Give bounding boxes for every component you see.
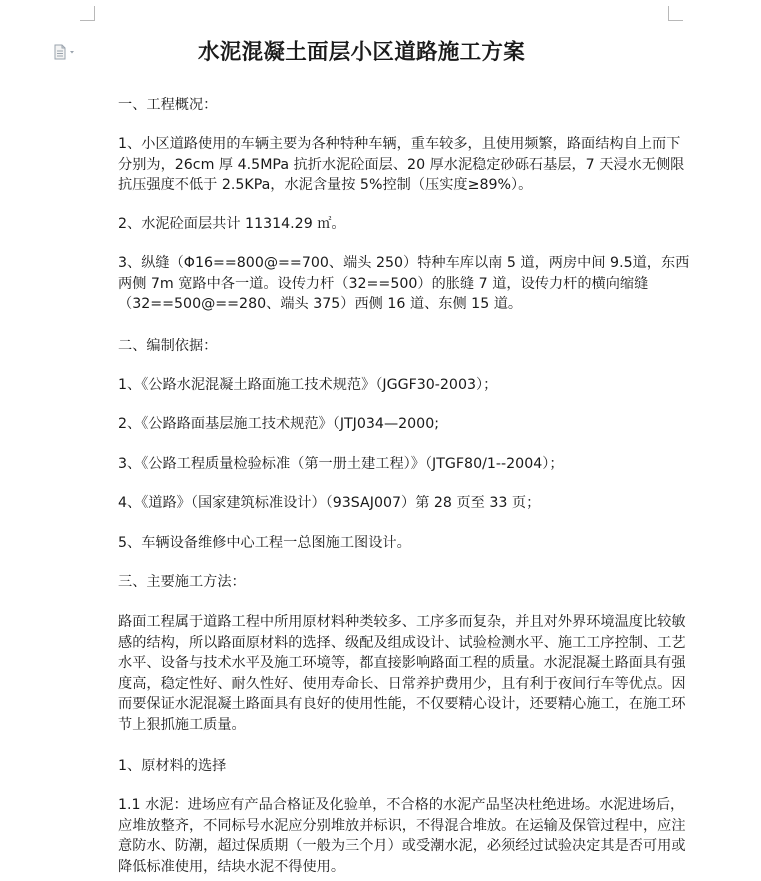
document-menu-button[interactable] bbox=[54, 44, 80, 60]
chevron-down-icon bbox=[70, 51, 74, 54]
basis-item-2: 2、《公路路面基层施工技术规范》（JTJ034—2000; bbox=[118, 416, 440, 432]
document-icon bbox=[54, 44, 80, 60]
basis-item-3: 3、《公路工程质量检验标准（第一册土建工程）》（JTGF80/1--2004）； bbox=[118, 456, 564, 472]
methods-intro-paragraph: 路面工程属于道路工程中所用原材料种类较多、工序多而复杂，并且对外界环境温度比较敏感的结构，所以路面原材料的选择、级配及组成设计、试验检测水平、施工工序控制、工艺水平、设备与技术水平及施工环境等，都直接影响路面工程的质量。水泥混凝土路面具有强度高，稳定性好、耐久性好、使用寿命长、日常养护费用少，且有利于夜间行车等优点。因而要保证水泥混凝土路面具有良好的使用性能，不仅要精心设计，还要精心施工，在施工环节上狠抓施工质量。 bbox=[118, 614, 686, 733]
cement-paragraph: 1.1 水泥：进场应有产品合格证及化验单，不合格的水泥产品坚决杜绝进场。水泥进场后，应堆放整齐，不同标号水泥应分别堆放并标识，不得混合堆放。在运输及保管过程中，应注意防水、防潮，超过保质期（一般为三个月）或受潮水泥，必须经过试验决定其是否可用或降低标准使用，结块水泥不得使用。 bbox=[118, 797, 686, 875]
overview-paragraph-1: 1、小区道路使用的车辆主要为各种特种车辆，重车较多，且使用频繁，路面结构自上而下分别为，26cm 厚 4.5MPa 抗折水泥砼面层、20 厚水泥稳定砂砾石基层，7 天浸水无侧限抗压强度不低于 2.5KPa，水泥含量按 5%控制（压实度≥89%）。 bbox=[118, 136, 685, 194]
document-title: 水泥混凝土面层小区道路施工方案 bbox=[198, 40, 526, 65]
page-corner-marker-top-right bbox=[668, 6, 683, 21]
basis-item-1: 1、《公路水泥混凝土路面施工技术规范》（JGGF30-2003）； bbox=[118, 377, 498, 393]
page-corner-marker-top-left bbox=[80, 6, 95, 21]
section-heading-basis: 二、编制依据： bbox=[118, 338, 218, 354]
overview-paragraph-2: 2、水泥砼面层共计 11314.29 ㎡。 bbox=[118, 216, 346, 232]
section-heading-methods: 三、主要施工方法： bbox=[118, 574, 246, 590]
section-heading-overview: 一、工程概况： bbox=[118, 97, 218, 113]
subsection-heading-materials: 1、原材料的选择 bbox=[118, 758, 227, 774]
basis-item-5: 5、车辆设备维修中心工程一总图施工图设计。 bbox=[118, 535, 411, 551]
overview-paragraph-3: 3、纵缝（Φ16==800@==700、端头 250）特种车库以南 5 道，两房中间 9.5道，东西两侧 7m 宽路中各一道。设传力杆（32==500）的胀缝 7 道，设传力杆的横向缩缝（32==500@==280、端头 375）西侧 16 道、东侧 15 道。 bbox=[118, 255, 690, 313]
basis-item-4: 4、《道路》（国家建筑标准设计）（93SAJ007）第 28 页至 33 页； bbox=[118, 495, 541, 511]
